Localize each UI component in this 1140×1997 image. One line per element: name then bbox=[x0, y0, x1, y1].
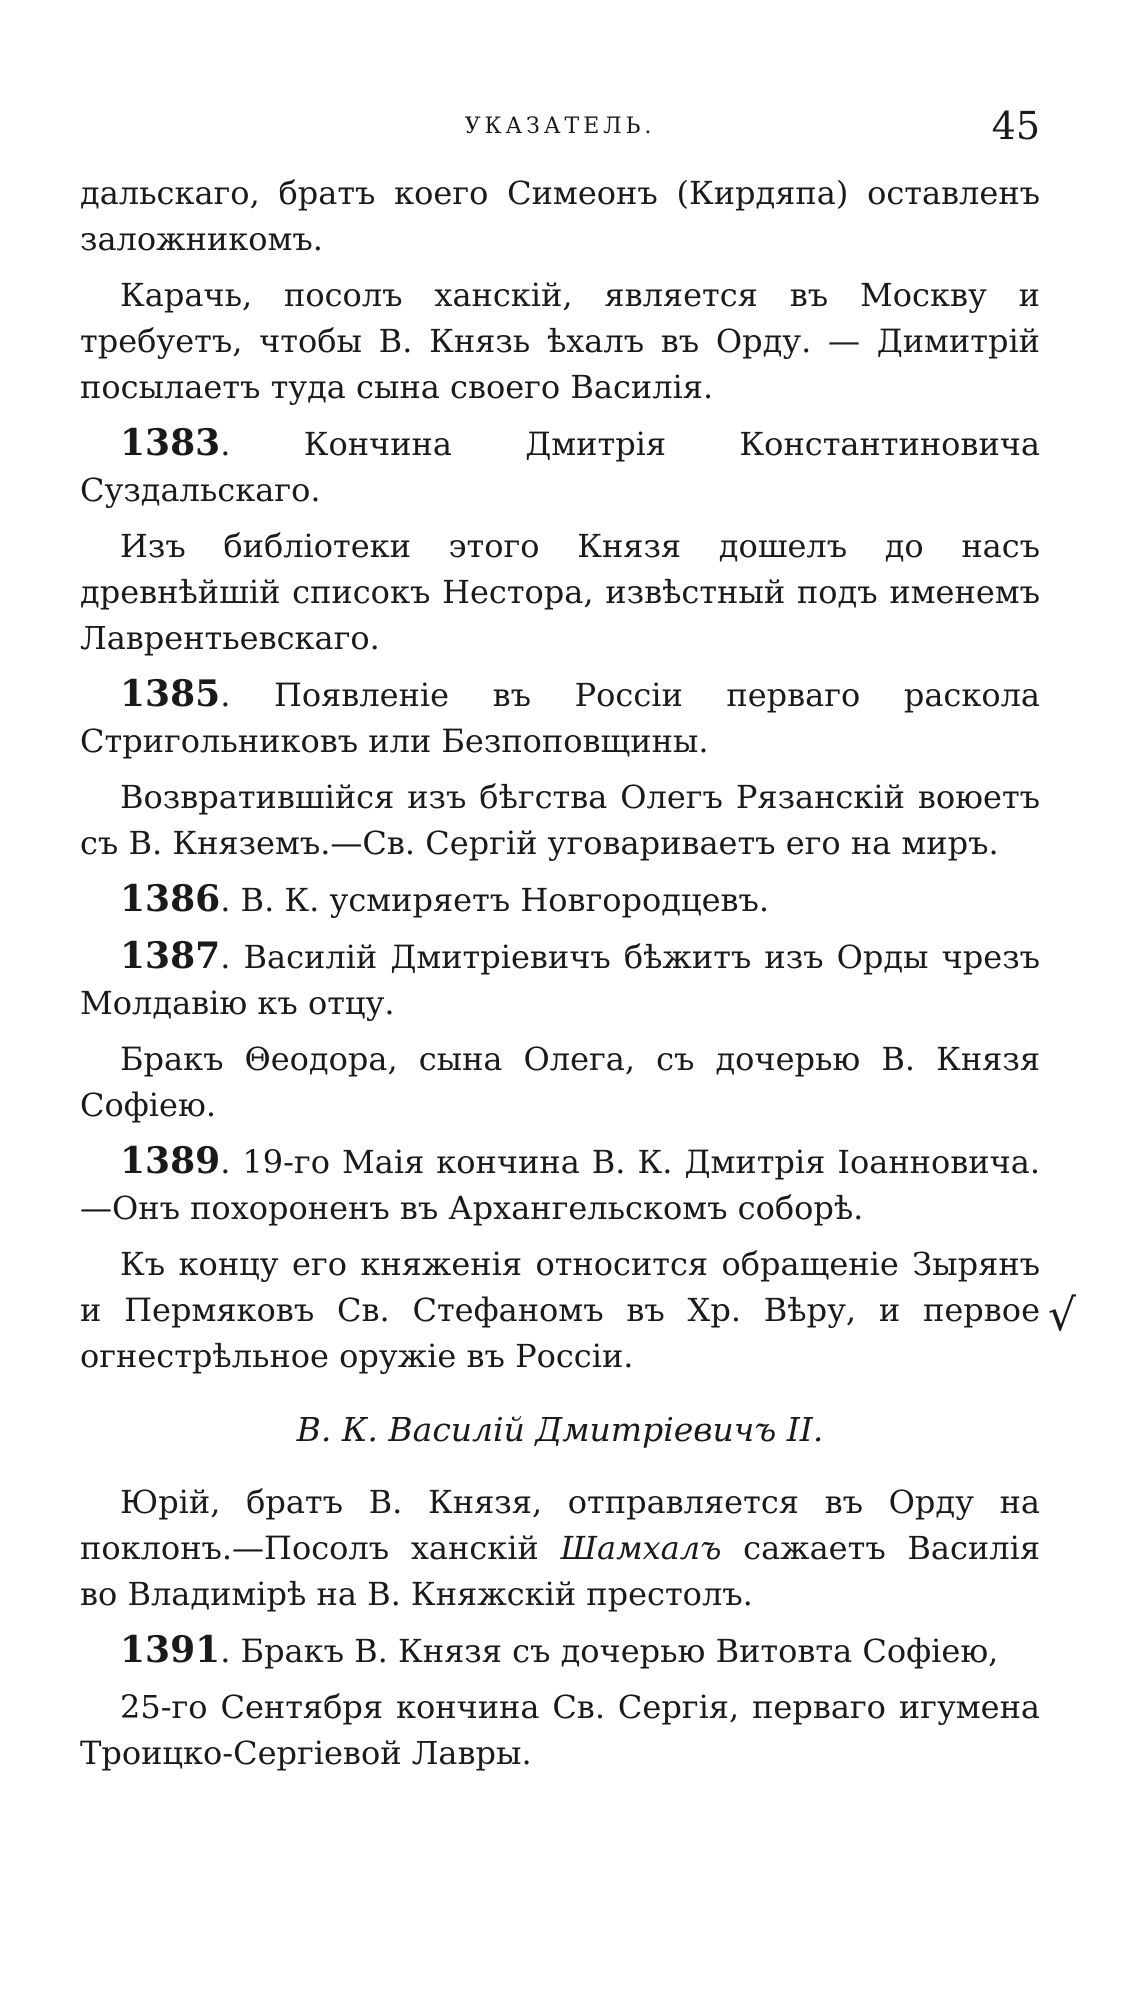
paragraph: 25-го Сентября кончина Св. Сергія, перваго игумена Троицко-Сергіевой Лавры. bbox=[80, 1688, 1040, 1772]
paragraph: Къ концу его княженія относится обращеніе Зырянъ и Пермяковъ Св. Стефаномъ въ Хр. Вѣру, и первое огнестрѣльное оружіе въ Россіи. bbox=[80, 1245, 1040, 1375]
paragraph: 1387. Василій Дмитріевичъ бѣжитъ изъ Орды чрезъ Молдавію къ отцу. bbox=[80, 935, 1040, 1022]
page-number: 45 bbox=[991, 104, 1040, 148]
section-heading: В. К. Василій Дмитріевичъ II. bbox=[296, 1410, 824, 1449]
paragraph: Карачь, посолъ ханскій, является въ Москву и требуетъ, чтобы В. Князь ѣхалъ въ Орду. — Димитрій посылаетъ туда сына своего Василія. bbox=[80, 276, 1040, 406]
year-label: 1385 bbox=[120, 673, 221, 715]
year-label: 1386 bbox=[120, 878, 221, 920]
paragraph: Юрій, братъ В. Князя, отправляется въ Орду на поклонъ.—Посолъ ханскій Шамхалъ сажаетъ Василія во Владимірѣ на В. Княжскій престолъ. bbox=[80, 1483, 1040, 1613]
paragraph: Изъ библіотеки этого Князя дошелъ до насъ древнѣйшій списокъ Нестора, извѣстный подъ именемъ Лаврентьевскаго. bbox=[80, 527, 1040, 657]
paragraph: Бракъ Θеодора, сына Олега, съ дочерью В. Князя Софіею. bbox=[80, 1040, 1040, 1124]
page-header bbox=[80, 104, 1040, 154]
running-title: УКАЗАТЕЛЬ. bbox=[464, 114, 656, 139]
paragraph: 1391. Бракъ В. Князя съ дочерью Витовта Софіею, bbox=[120, 1629, 999, 1671]
page-body bbox=[80, 170, 1040, 1786]
paragraph: 1386. В. К. усмиряетъ Новгородцевъ. bbox=[120, 878, 770, 920]
year-label: 1391 bbox=[120, 1629, 221, 1671]
paragraph: 1389. 19-го Маія кончина В. К. Дмитрія Іоанновича.—Онъ похороненъ въ Архангельскомъ соборѣ. bbox=[80, 1140, 1040, 1227]
margin-check-mark: √ bbox=[1048, 1290, 1077, 1341]
year-label: 1389 bbox=[120, 1140, 221, 1182]
paragraph: 1383. Кончина Дмитрія Константиновича Суздальскаго. bbox=[80, 422, 1040, 509]
paragraph: дальскаго, братъ коего Симеонъ (Кирдяпа) оставленъ заложникомъ. bbox=[80, 174, 1040, 258]
paragraph: 1385. Появленіе въ Россіи перваго раскола Стригольниковъ или Безпоповщины. bbox=[80, 673, 1040, 760]
paragraph: Возвратившійся изъ бѣгства Олегъ Рязанскій воюетъ съ В. Княземъ.—Св. Сергій уговариваетъ его на миръ. bbox=[80, 778, 1040, 862]
year-label: 1387 bbox=[120, 935, 221, 977]
year-label: 1383 bbox=[120, 422, 221, 464]
italic-name: Шамхалъ bbox=[560, 1529, 722, 1567]
